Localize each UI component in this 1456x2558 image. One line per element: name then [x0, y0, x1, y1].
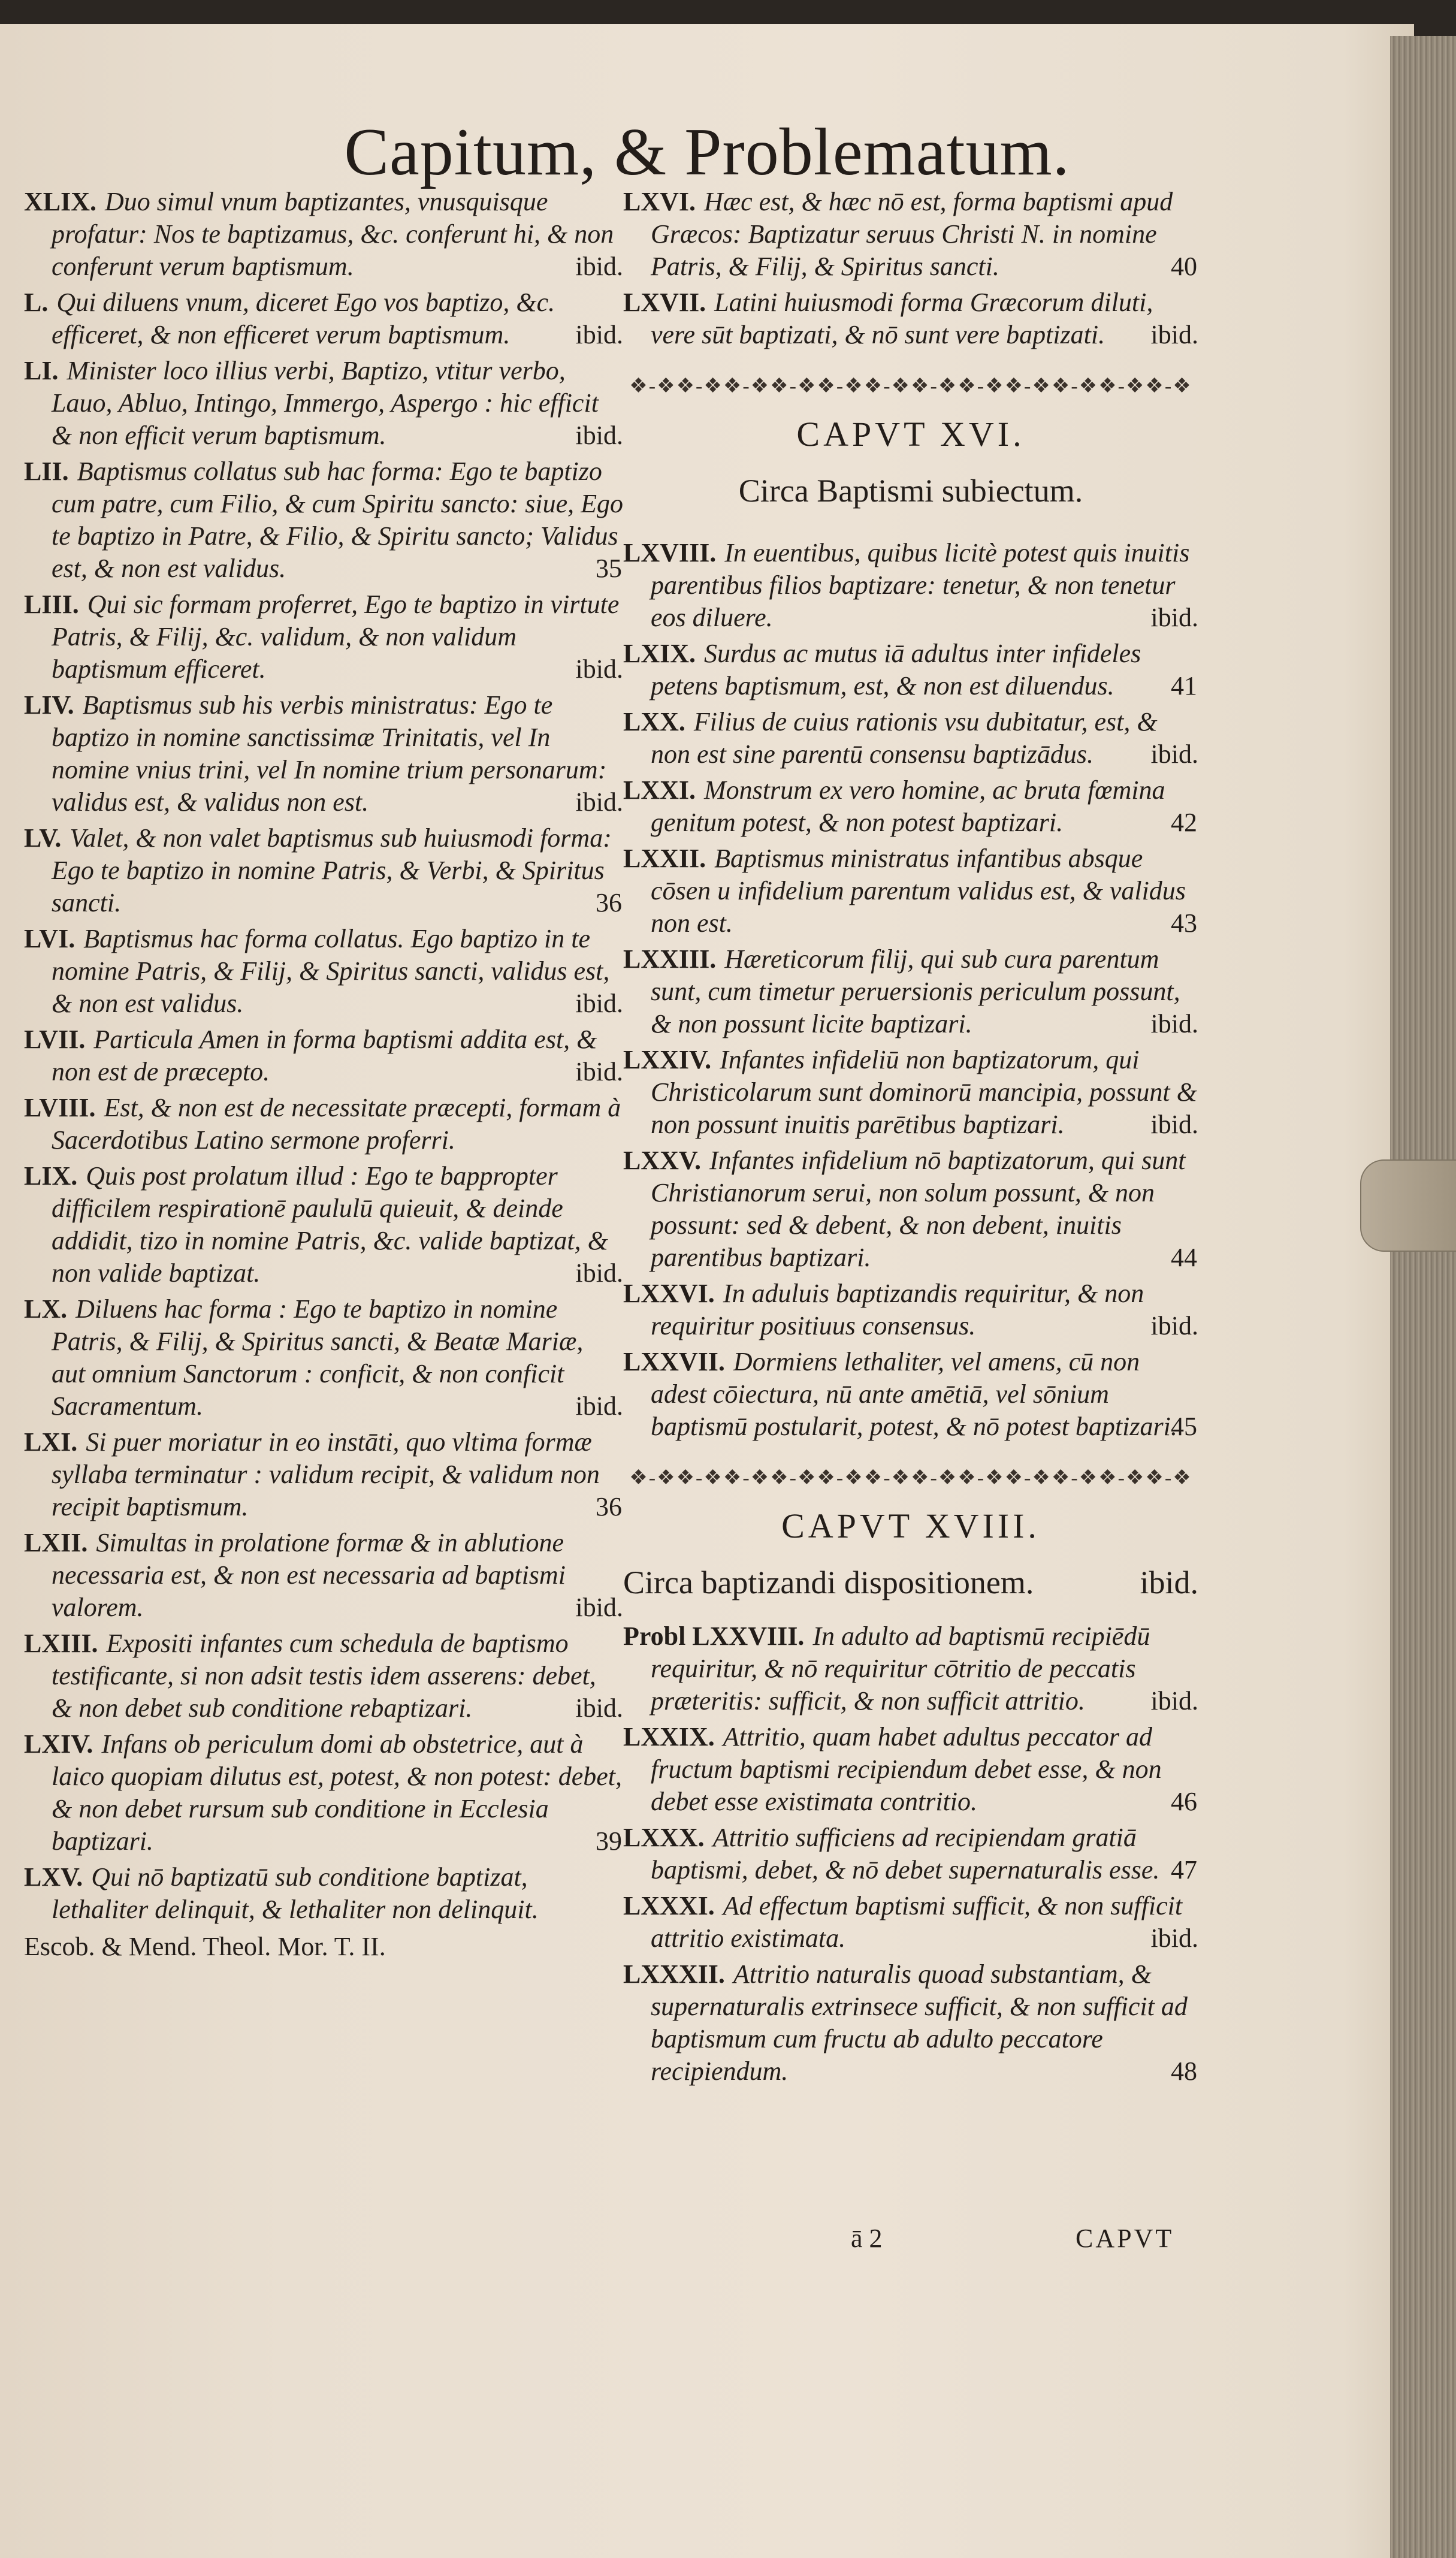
catchword: CAPVT: [1076, 2224, 1174, 2253]
problem-entry: [24, 1527, 623, 1624]
problem-text: Particula Amen in forma baptismi addita est, & non est de præcepto.: [52, 1025, 597, 1086]
problem-number: LXXIX.: [623, 1722, 715, 1751]
page-reference: ibid.: [1150, 1009, 1198, 1038]
problem-text: Qui sic formam proferret, Ego te baptizo in virtute Patris, & Filij, &c. validum, & non validum baptismum efficeret.: [52, 590, 620, 684]
page-reference: ibid.: [575, 787, 623, 817]
problem-number: LII.: [24, 457, 69, 486]
left-entry-list: [24, 186, 623, 1926]
page-reference: ibid.: [1150, 1110, 1198, 1139]
chapter-subheading-18-text: Circa baptizandi dispositionem.: [623, 1565, 1034, 1600]
page-reference: ibid.: [575, 320, 623, 349]
right-column: [623, 186, 1198, 2091]
bookmark-tab: [1360, 1159, 1456, 1252]
page-edges: [1390, 36, 1456, 2558]
problem-text: In aduluis baptizandis requiritur, & non requiritur positiuus consensus.: [651, 1279, 1144, 1340]
problem-entry: [24, 1023, 623, 1088]
right-mid-list: [623, 537, 1198, 1443]
problem-text: Ad effectum baptismi sufficit, & non sufficit attritio existimata.: [651, 1891, 1183, 1953]
problem-entry: LXXVII. Dormiens lethaliter, vel amens, cū non adest cōiectura, nū ante amētiā, vel sōnium baptismū postularit, potest, & nō potest baptizari. 45: [623, 1347, 1197, 1441]
problem-entry: [623, 1620, 1198, 1717]
problem-number: LXXXII.: [623, 1959, 725, 1989]
problem-entry: LXXIX. Attritio, quam habet adultus peccator ad fructum baptismi recipiendum debet esse, & non debet esse existimata contritio. 46: [623, 1722, 1197, 1816]
problem-entry: [623, 706, 1198, 771]
problem-number: LX.: [24, 1294, 68, 1324]
problem-text: Dormiens lethaliter, vel amens, cū non adest cōiectura, nū ante amētiā, vel sōnium baptismū postularit, potest, & nō potest baptizari.: [651, 1347, 1177, 1441]
problem-entry: LXI. Si puer moriatur in eo instāti, quo vltima formæ syllaba terminatur : validum recipit, & validum non recipit baptismum. 36: [24, 1427, 622, 1521]
chapter-subheading-18: [623, 1566, 1198, 1599]
problem-text: Infans ob periculum domi ab obstetrice, aut à laico quopiam dilutus est, potest, & non potest: debet, & non debet rursum sub conditione in Ecclesia baptizari.: [52, 1729, 623, 1856]
problem-text: In adulto ad baptismū recipiēdū requiritur, & nō requiritur cōtritio de peccatis præteritis: sufficit, & non sufficit attritio.: [651, 1621, 1150, 1716]
problem-entry: [24, 1861, 623, 1926]
problem-text: Attritio sufficiens ad recipiendam gratiā baptismi, debet, & nō debet supernaturalis esse.: [651, 1823, 1160, 1884]
problem-entry: LXXXII. Attritio naturalis quoad substantiam, & supernaturalis extrinsece sufficit, & non sufficit ad baptismum cum fructu ab adulto peccatore recipiendum. 48: [623, 1959, 1197, 2086]
problem-number: XLIX.: [24, 187, 97, 216]
problem-text: Baptismus sub his verbis ministratus: Ego te baptizo in nomine sanctissimæ Trinitatis, vel In nomine vnius trini, vel In nomine trium personarum: validus est, & validus non est.: [52, 690, 607, 817]
problem-text: Simultas in prolatione formæ & in ablutione necessaria est, & non est necessaria ad baptismi valorem.: [52, 1528, 566, 1622]
problem-number: LXX.: [623, 707, 685, 736]
problem-number: Probl LXXVIII.: [623, 1621, 805, 1651]
problem-text: Attritio, quam habet adultus peccator ad fructum baptismi recipiendum debet esse, & non debet esse existimata contritio.: [651, 1722, 1162, 1816]
left-column: [24, 186, 623, 1963]
problem-entry: [623, 1278, 1198, 1342]
problem-entry: [24, 588, 623, 685]
problem-number: LXXXI.: [623, 1891, 715, 1920]
problem-text: In euentibus, quibus licitè potest quis inuitis parentibus filios baptizare: tenetur, & non tenetur eos diluere.: [651, 538, 1190, 632]
problem-entry: [24, 286, 623, 351]
page-reference: ibid.: [1150, 320, 1198, 349]
problem-text: Surdus ac mutus iā adultus inter infideles petens baptismum, est, & non est diluendus.: [651, 639, 1141, 700]
problem-entry: [24, 1092, 623, 1156]
page-reference: ibid.: [1150, 1686, 1198, 1716]
problem-number: LXXIII.: [623, 944, 717, 974]
problem-number: LIII.: [24, 590, 79, 619]
problem-text: Latini huiusmodi forma Græcorum diluti, vere sūt baptizati, & nō sunt vere baptizati.: [651, 288, 1153, 349]
problem-entry: [24, 689, 623, 819]
problem-entry: LII. Baptismus collatus sub hac forma: Ego te baptizo cum patre, cum Filio, & cum Spiritu sancto: siue, Ego te baptizo in Patre, & Filio, & Spiritu sancto; Validus est, & non est validus. 35: [24, 457, 624, 583]
page-reference: ibid.: [1150, 1311, 1198, 1340]
problem-number: LVIII.: [24, 1093, 96, 1122]
ornament-rule: ❖-❖❖-❖❖-❖❖-❖❖-❖❖-❖❖-❖❖-❖❖-❖❖-❖❖-❖❖-❖: [629, 375, 1192, 397]
page-reference: ibid.: [575, 1693, 623, 1723]
problem-entry: [24, 1627, 623, 1725]
page-reference: ibid.: [575, 421, 623, 450]
problem-text: Baptismus hac forma collatus. Ego baptizo in te nomine Patris, & Filij, & Spiritus sancti, validus est, & non est validus.: [52, 924, 610, 1018]
problem-number: L.: [24, 288, 49, 317]
page-reference: ibid.: [575, 1391, 623, 1421]
problem-text: Valet, & non valet baptismus sub huiusmodi forma: Ego te baptizo in nomine Patris, & Verbi, & Spiritus sancti.: [52, 823, 612, 917]
chapter-heading-18: CAPVT XVIII.: [781, 1506, 1040, 1545]
problem-text: Baptismus collatus sub hac forma: Ego te baptizo cum patre, cum Filio, & cum Spiritu sancto: siue, Ego te baptizo in Patre, & Filio, & Spiritu sancto; Validus est, & non est validus.: [52, 457, 624, 583]
problem-entry: [623, 537, 1198, 634]
problem-text: Infantes infidelium nō baptizatorum, qui sunt Christianorum serui, non solum possunt, & non possunt: sed & debent, & non debent, inuitis parentibus baptizari.: [651, 1146, 1186, 1272]
problem-number: LXVII.: [623, 288, 706, 317]
problem-number: LXIV.: [24, 1729, 93, 1759]
page-reference: ibid.: [575, 1593, 623, 1622]
page-reference: ibid.: [1150, 1923, 1198, 1953]
problem-number: LV.: [24, 823, 62, 853]
problem-number: LIV.: [24, 690, 74, 720]
page-reference: ibid.: [575, 989, 623, 1018]
problem-text: Hæreticorum filij, qui sub cura parentum sunt, cum timetur peruersionis periculum possunt, & non possunt licite baptizari.: [651, 944, 1180, 1038]
problem-entry: [24, 355, 623, 452]
problem-entry: [623, 1890, 1198, 1955]
problem-entry: [623, 1044, 1198, 1141]
problem-text: Attritio naturalis quoad substantiam, & supernaturalis extrinsece sufficit, & non sufficit ad baptismum cum fructu ab adulto peccatore recipiendum.: [651, 1959, 1188, 2086]
problem-entry: [24, 923, 623, 1020]
page-reference: ibid.: [1150, 739, 1198, 769]
problem-number: LXXII.: [623, 844, 706, 873]
problem-text: Si puer moriatur in eo instāti, quo vltima formæ syllaba terminatur : validum recipit, & validum non recipit baptismum.: [52, 1427, 600, 1521]
problem-text: Hæc est, & hæc nō est, forma baptismi apud Græcos: Baptizatur seruus Christi N. in nomine Patris, & Filij, & Spiritus sancti.: [651, 187, 1173, 281]
problem-number: LIX.: [24, 1161, 78, 1191]
problem-number: LXII.: [24, 1528, 88, 1557]
chapter-heading-16: CAPVT XVI.: [796, 415, 1025, 454]
problem-entry: LV. Valet, & non valet baptismus sub huiusmodi forma: Ego te baptizo in nomine Patris, & Verbi, & Spiritus sancti. 36: [24, 823, 622, 917]
problem-number: LXIX.: [623, 639, 696, 668]
page-reference: ibid.: [1150, 603, 1198, 632]
problem-text: Quis post prolatum illud : Ego te bappropter difficilem respirationē paululū quieuit, & deinde addidit, tizo in nomine Patris, &c. valide baptizat, & non valide baptizat.: [52, 1161, 608, 1288]
problem-text: Infantes infideliū non baptizatorum, qui Christicolarum sunt dominorū mancipia, possunt & non possunt inuitis parētibus baptizari.: [651, 1045, 1197, 1139]
problem-entry: LXIX. Surdus ac mutus iā adultus inter infideles petens baptismum, est, & non est diluendus. 41: [623, 639, 1197, 700]
left-footer: Escob. & Mend. Theol. Mor. T. II.: [24, 1932, 386, 1961]
problem-entry: LXXX. Attritio sufficiens ad recipiendam gratiā baptismi, debet, & nō debet supernaturalis esse. 47: [623, 1823, 1197, 1884]
page-reference: ibid.: [575, 252, 623, 281]
problem-number: LI.: [24, 356, 59, 385]
problem-entry: [24, 1293, 623, 1423]
problem-entry: [623, 943, 1198, 1040]
problem-entry: LXVI. Hæc est, & hæc nō est, forma baptismi apud Græcos: Baptizatur seruus Christi N. in nomine Patris, & Filij, & Spiritus sancti. 40: [623, 187, 1197, 281]
problem-number: LXI.: [24, 1427, 78, 1457]
problem-entry: [623, 286, 1198, 351]
problem-number: LXVIII.: [623, 538, 717, 567]
problem-number: LXIII.: [24, 1629, 98, 1658]
problem-entry: [24, 186, 623, 283]
problem-number: LVII.: [24, 1025, 86, 1054]
right-bottom-list: [623, 1620, 1198, 2088]
problem-text: Qui nō baptizatū sub conditione baptizat, lethaliter delinquit, & lethaliter non delinquit.: [52, 1862, 539, 1924]
problem-text: Qui diluens vnum, diceret Ego vos baptizo, &c. efficeret, & non efficeret verum baptismum.: [52, 288, 555, 349]
problem-text: Diluens hac forma : Ego te baptizo in nomine Patris, & Filij, & Spiritus sancti, & Beatæ Mariæ, aut omnium Sanctorum : conficit, & non conficit Sacramentum.: [52, 1294, 584, 1421]
page-reference: ibid.: [575, 654, 623, 684]
chapter-subheading-16: Circa Baptismi subiectum.: [738, 473, 1083, 509]
problem-text: Filius de cuius rationis vsu dubitatur, est, & non est sine parentū consensu baptizādus.: [651, 707, 1158, 769]
problem-entry: LXXII. Baptismus ministratus infantibus absque cōsen u infidelium parentum validus est, & validus non est. 43: [623, 844, 1197, 938]
problem-text: Expositi infantes cum schedula de baptismo testificante, si non adsit testis idem asserens: debet, & non debet sub conditione rebaptizari.: [52, 1629, 596, 1723]
page-reference: ibid.: [575, 1057, 623, 1086]
problem-text: Est, & non est de necessitate præcepti, formam à Sacerdotibus Latino sermone proferri.: [52, 1093, 621, 1155]
problem-text: Duo simul vnum baptizantes, vnusquisque profatur: Nos te baptizamus, &c. conferunt hi, & non conferunt verum baptismum.: [52, 187, 614, 281]
chapter-subheading-18-ref: ibid.: [1140, 1565, 1198, 1600]
problem-number: LXXIV.: [623, 1045, 712, 1074]
problem-entry: LXXI. Monstrum ex vero homine, ac bruta fœmina genitum potest, & non potest baptizari. 42: [623, 775, 1197, 837]
page-reference: ibid.: [575, 1258, 623, 1288]
problem-entry: LXXV. Infantes infidelium nō baptizatorum, qui sunt Christianorum serui, non solum possunt, & non possunt: sed & debent, & non debent, inuitis parentibus baptizari. 44: [623, 1146, 1197, 1272]
signature-mark: ā 2: [851, 2224, 883, 2253]
problem-entry: [24, 1160, 623, 1289]
problem-number: LXXVII.: [623, 1347, 725, 1376]
problem-entry: LXIV. Infans ob periculum domi ab obstetrice, aut à laico quopiam dilutus est, potest, & non potest: debet, & non debet rursum sub conditione in Ecclesia baptizari. 39: [24, 1729, 623, 1856]
problem-number: LXXV.: [623, 1146, 702, 1175]
problem-number: LXXVI.: [623, 1279, 715, 1308]
right-top-list: [623, 186, 1198, 351]
problem-number: LXXI.: [623, 775, 696, 805]
problem-number: LXXX.: [623, 1823, 705, 1852]
problem-number: LXVI.: [623, 187, 696, 216]
ornament-rule-2: ❖-❖❖-❖❖-❖❖-❖❖-❖❖-❖❖-❖❖-❖❖-❖❖-❖❖-❖❖-❖: [629, 1467, 1192, 1489]
page-header: Capitum, & Problematum.: [344, 115, 1070, 189]
problem-text: Monstrum ex vero homine, ac bruta fœmina genitum potest, & non potest baptizari.: [651, 775, 1165, 837]
problem-text: Baptismus ministratus infantibus absque cōsen u infidelium parentum validus est, & validus non est.: [651, 844, 1186, 938]
problem-text: Minister loco illius verbi, Baptizo, vtitur verbo, Lauo, Abluo, Intingo, Immergo, Aspergo : hic efficit & non efficit verum baptismum.: [52, 356, 599, 450]
problem-number: LVI.: [24, 924, 75, 953]
problem-number: LXV.: [24, 1862, 83, 1892]
